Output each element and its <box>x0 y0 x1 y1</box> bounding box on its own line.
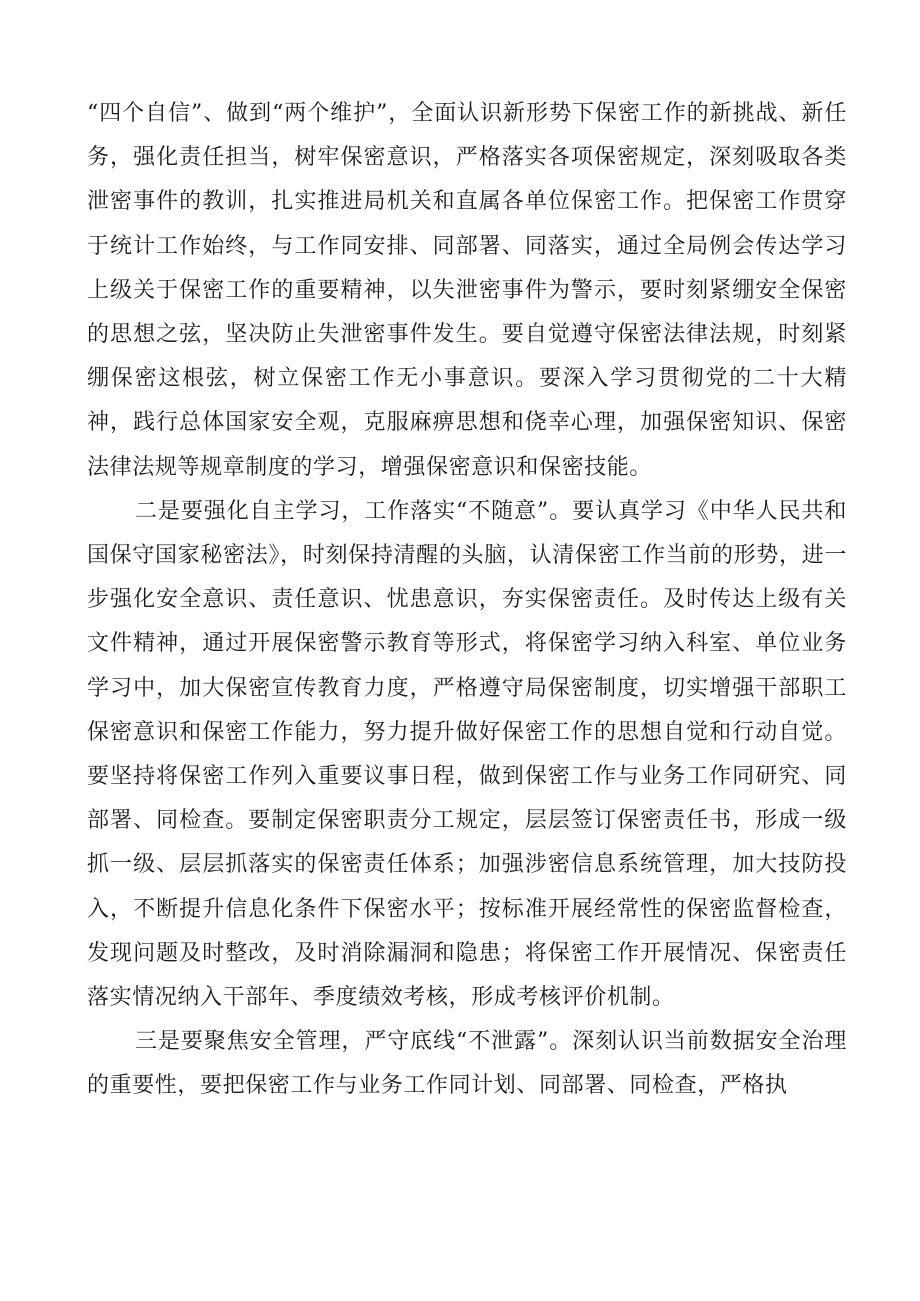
paragraph-3: 三是要聚焦安全管理，严守底线“不泄露”。深刻认识当前数据安全治理的重要性，要把保密工作与业务工作同计划、同部署、同检查，严格执 <box>87 1029 847 1099</box>
paragraph-1: “四个自信”、做到“两个维护”，全面认识新形势下保密工作的新挑战、新任务，强化责任担当，树牢保密意识，严格落实各项保密规定，深刻吸取各类泄密事件的教训，扎实推进局机关和直属各单位保密工作。把保密工作贯穿于统计工作始终，与工作同安排、同部署、同落实，通过全局例会传达学习上级关于保密工作的重要精神，以失泄密事件为警示，要时刻紧绷安全保密的思想之弦，坚决防止失泄密事件发生。要自觉遵守保密法律法规，时刻紧绷保密这根弦，树立保密工作无小事意识。要深入学习贯彻党的二十大精神，践行总体国家安全观，克服麻痹思想和侥幸心理，加强保密知识、保密法律法规等规章制度的学习，增强保密意识和保密技能。 <box>87 101 847 480</box>
document-body <box>87 92 847 1109</box>
paragraph-2: 二是要强化自主学习，工作落实“不随意”。要认真学习《中华人民共和国保守国家秘密法》，时刻保持清醒的头脑，认清保密工作当前的形势，进一步强化安全意识、责任意识、忧患意识，夯实保密责任。及时传达上级有关文件精神，通过开展保密警示教育等形式，将保密学习纳入科室、单位业务学习中，加大保密宣传教育力度，严格遵守局保密制度，切实增强干部职工保密意识和保密工作能力，努力提升做好保密工作的思想自觉和行动自觉。要坚持将保密工作列入重要议事日程，做到保密工作与业务工作同研究、同部署、同检查。要制定保密职责分工规定，层层签订保密责任书，形成一级抓一级、层层抓落实的保密责任体系；加强涉密信息系统管理，加大技防投入，不断提升信息化条件下保密水平；按标准开展经常性的保密监督检查，发现问题及时整改，及时消除漏洞和隐患；将保密工作开展情况、保密责任落实情况纳入干部年、季度绩效考核，形成考核评价机制。 <box>87 498 847 1011</box>
